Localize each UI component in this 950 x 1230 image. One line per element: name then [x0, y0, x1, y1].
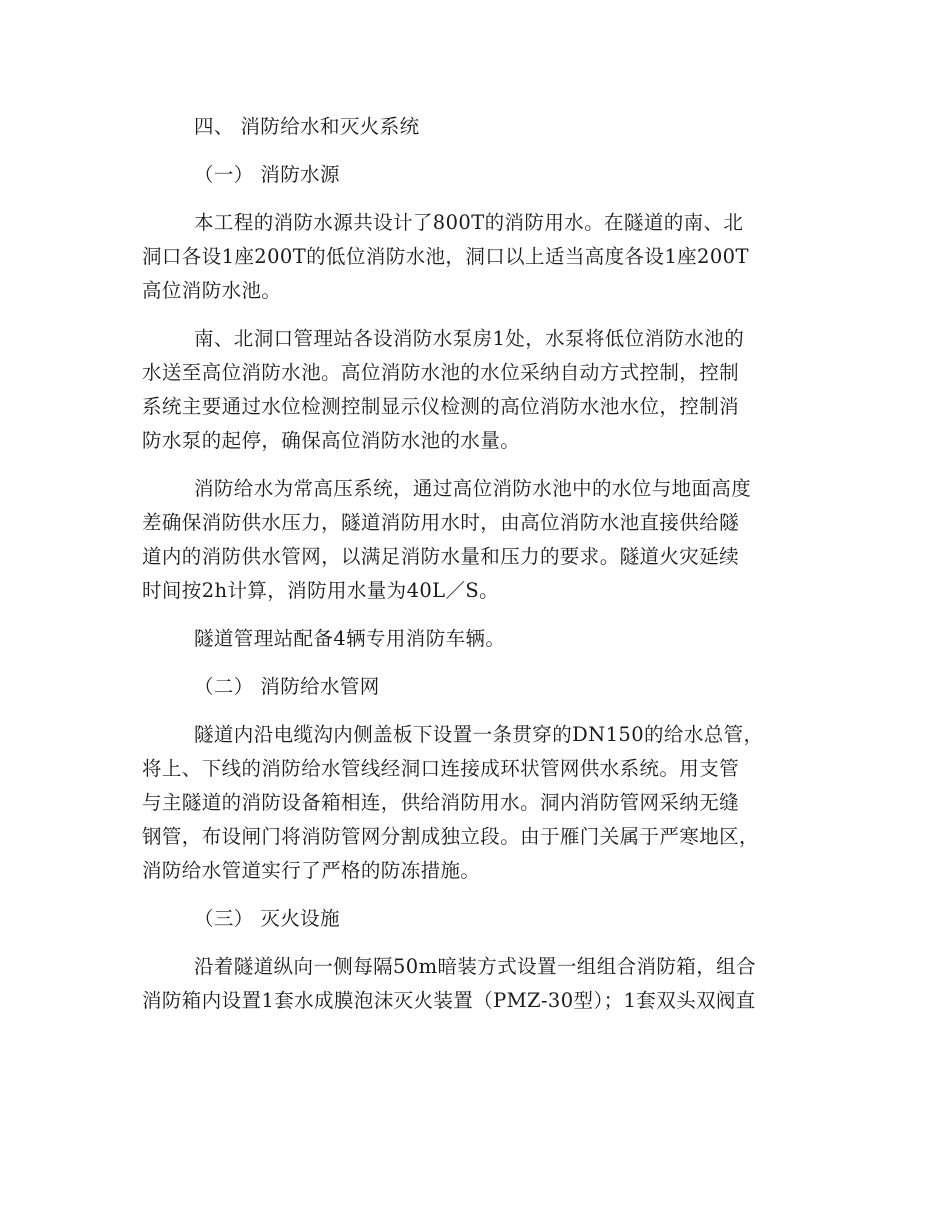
paragraph-line: 差确保消防供水压力，隧道消防用水时，由高位消防水池直接供给隧: [142, 511, 740, 534]
paragraph-line: 将上、下线的消防给水管线经洞口连接成环状管网供水系统。用支管: [142, 757, 740, 780]
section-heading: （一） 消防水源: [194, 163, 340, 186]
paragraph: [142, 206, 812, 308]
paragraph-line: 系统主要通过水位检测控制显示仪检测的高位消防水池水位，控制消: [142, 395, 740, 418]
paragraph-line: 道内的消防供水管网，以满足消防水量和压力的要求。隧道火灾延续: [142, 545, 740, 568]
paragraph: [142, 950, 812, 1018]
paragraph-line: 钢管，布设闸门将消防管网分割成独立段。由于雁门关属于严寒地区，: [142, 825, 759, 848]
section-heading: （三） 灭火设施: [194, 907, 340, 930]
paragraph: [142, 322, 812, 458]
paragraph-line: 与主隧道的消防设备箱相连，供给消防用水。洞内消防管网采纳无缝: [142, 791, 740, 814]
paragraph-line: 时间按2h计算，消防用水量为40L／S。: [142, 579, 500, 602]
paragraph-line: 本工程的消防水源共设计了800T的消防用水。在隧道的南、北: [194, 211, 744, 234]
paragraph-line: 消防给水管道实行了严格的防冻措施。: [142, 859, 481, 882]
paragraph-line: 洞口各设1座200T的低位消防水池，洞口以上适当高度各设1座200T: [142, 245, 749, 268]
paragraph-line: 消防箱内设置1套水成膜泡沫灭火装置（PMZ-30型）；1套双头双阀直: [142, 989, 756, 1012]
paragraph-line: 防水泵的起停，确保高位消防水池的水量。: [142, 429, 521, 452]
paragraph-line: 南、北洞口管理站各设消防水泵房1处，水泵将低位消防水池的: [194, 327, 745, 350]
section-heading: （二） 消防给水管网: [194, 675, 380, 698]
document-body: [142, 110, 812, 1018]
paragraph: [142, 472, 812, 608]
paragraph-line: 水送至高位消防水池。高位消防水池的水位采纳自动方式控制，控制: [142, 361, 740, 384]
paragraph-line: 消防给水为常高压系统，通过高位消防水池中的水位与地面高度: [194, 477, 752, 500]
paragraph: [142, 622, 812, 656]
paragraph-line: 沿着隧道纵向一侧每隔50m暗装方式设置一组组合消防箱，组合: [194, 955, 756, 978]
paragraph-line: 隧道管理站配备4辆专用消防车辆。: [194, 627, 506, 650]
paragraph-line: 隧道内沿电缆沟内侧盖板下设置一条贯穿的DN150的给水总管，: [194, 723, 764, 746]
main-heading: 四、 消防给水和灭火系统: [194, 115, 420, 138]
paragraph: [142, 718, 812, 888]
paragraph-line: 高位消防水池。: [142, 279, 282, 302]
